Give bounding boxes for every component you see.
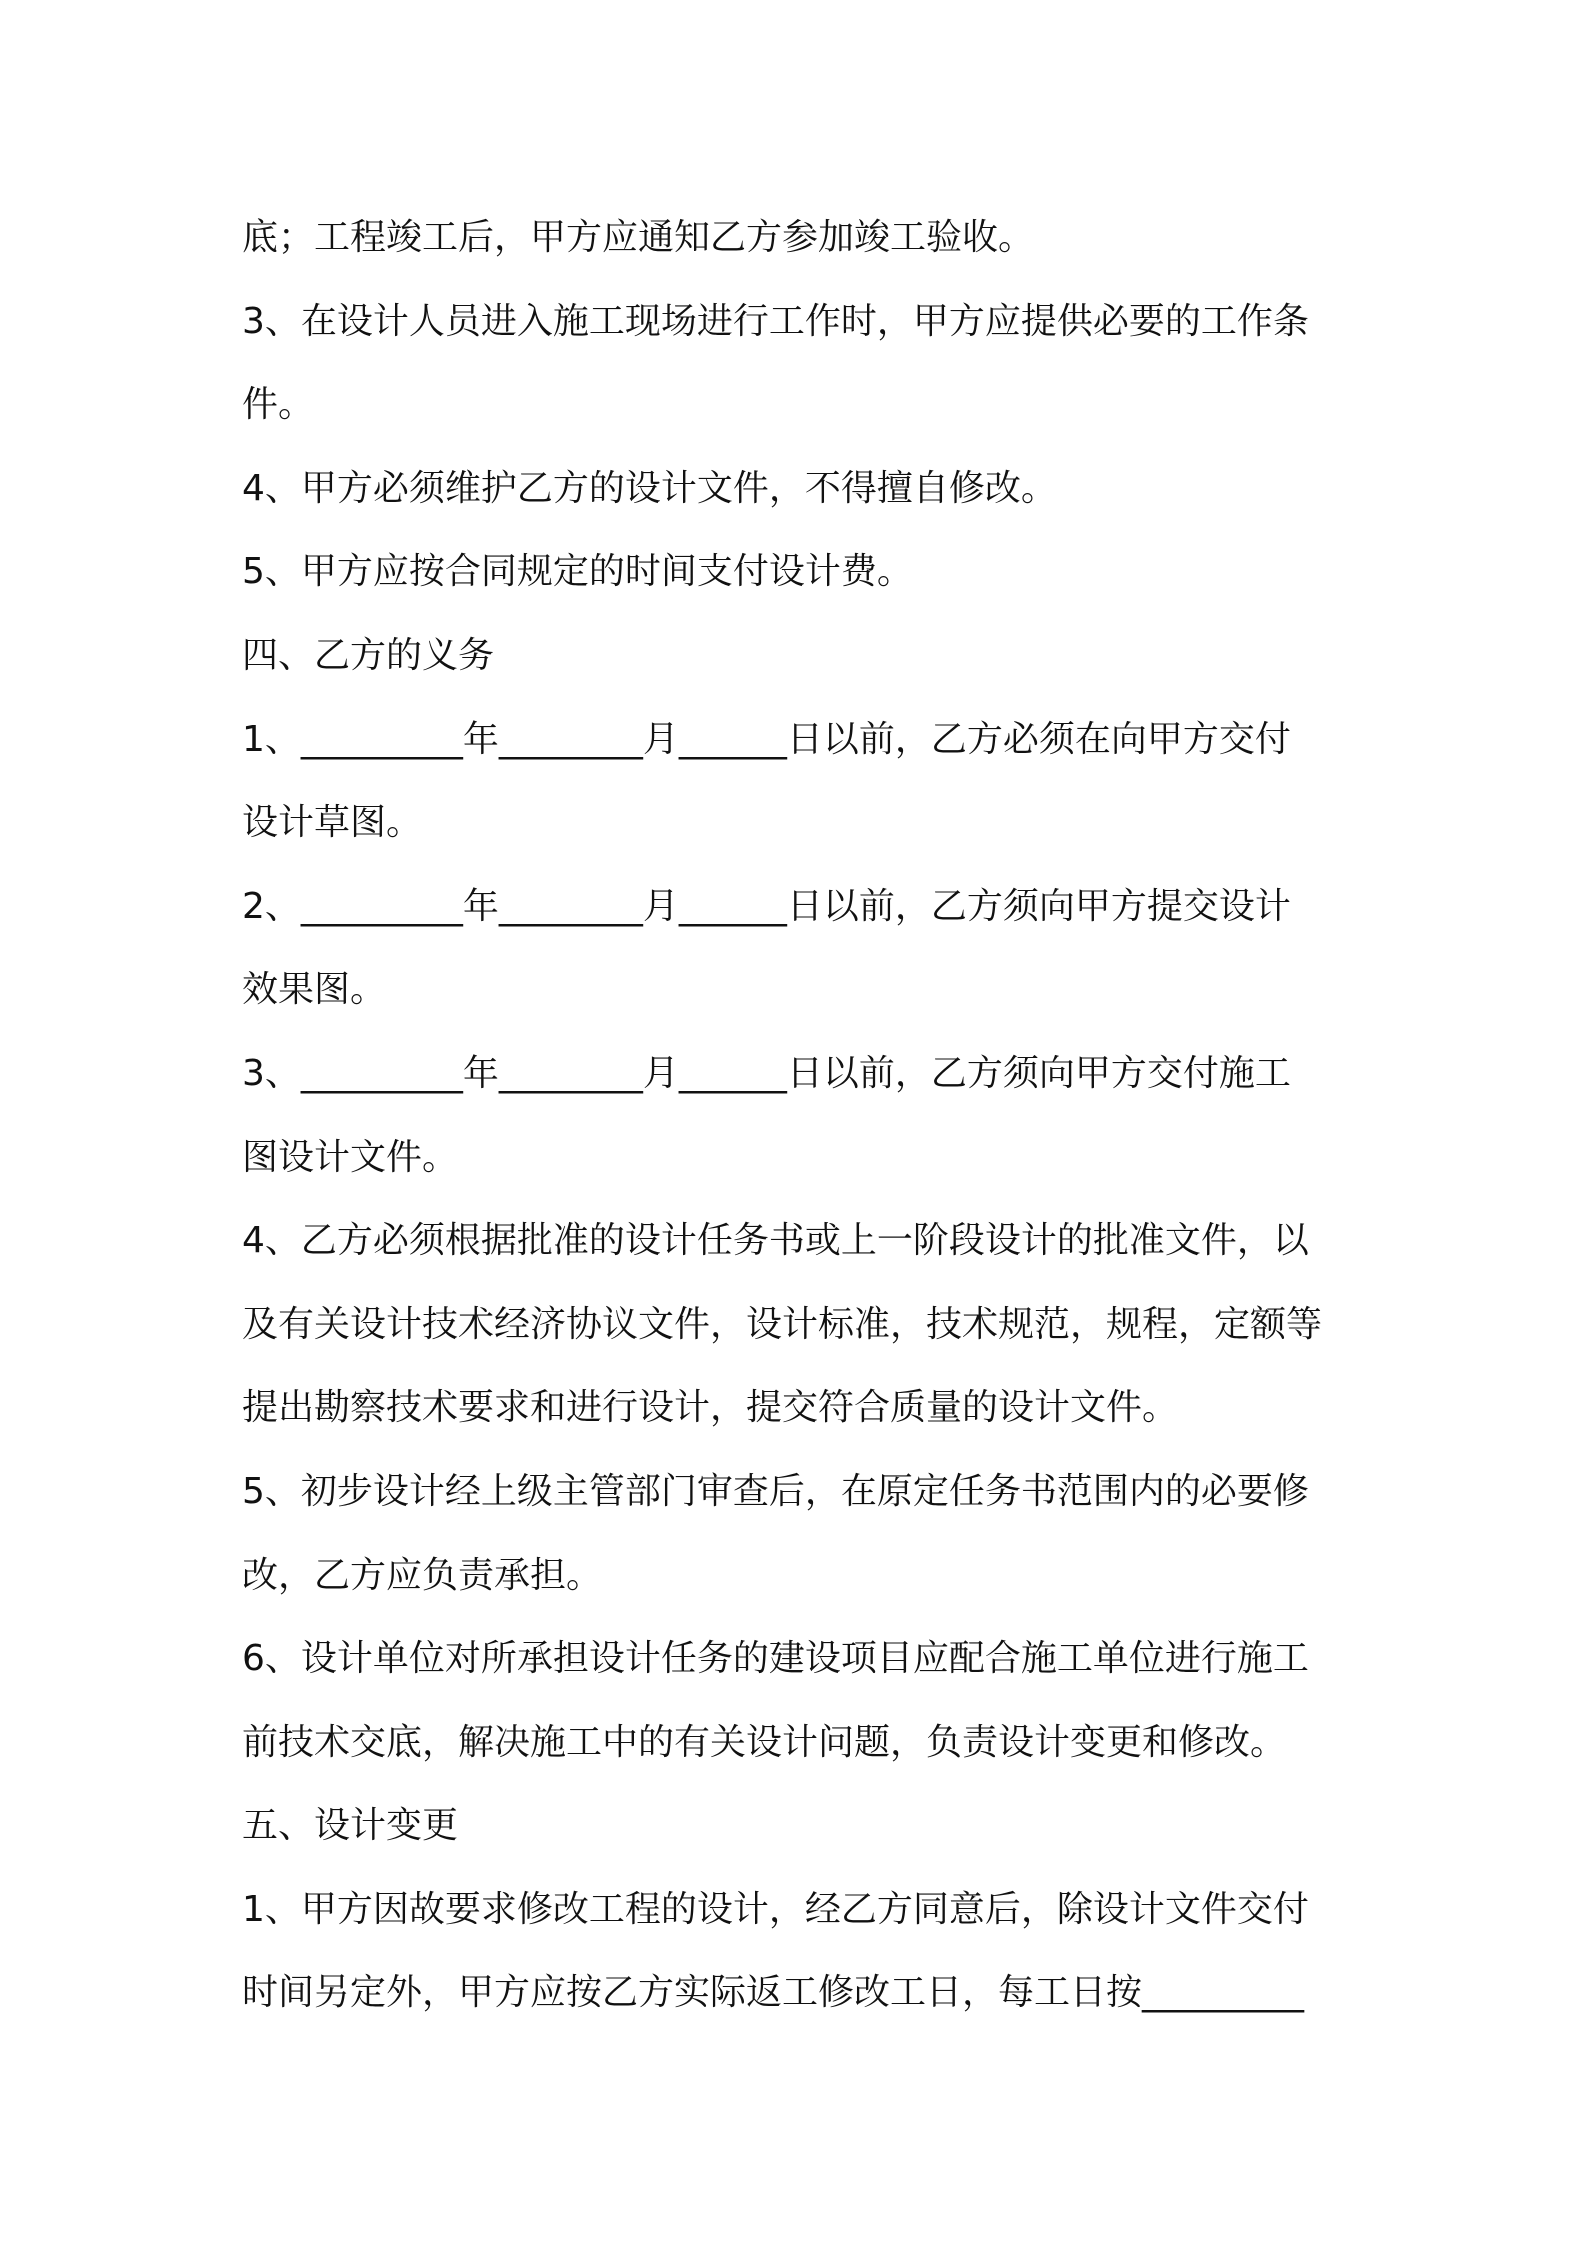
text-line: 5、初步设计经上级主管部门审查后，在原定任务书范围内的必要修 bbox=[242, 1470, 1309, 1512]
text-line: 6、设计单位对所承担设计任务的建设项目应配合施工单位进行施工 bbox=[242, 1638, 1309, 1680]
text-line: 提出勘察技术要求和进行设计，提交符合质量的设计文件。 bbox=[242, 1387, 1179, 1429]
text-line: 件。 bbox=[242, 384, 315, 426]
text-line: 4、甲方必须维护乙方的设计文件，不得擅自修改。 bbox=[242, 467, 1057, 509]
text-line: 改，乙方应负责承担。 bbox=[242, 1554, 603, 1596]
text-line: 3、_________年________月______日以前，乙方须向甲方交付施工 bbox=[242, 1052, 1291, 1094]
text-line: 及有关设计技术经济协议文件，设计标准，技术规范，规程，定额等 bbox=[242, 1303, 1323, 1345]
text-line: 设计草图。 bbox=[242, 802, 423, 844]
text-line: 1、_________年________月______日以前，乙方必须在向甲方交付 bbox=[242, 718, 1291, 760]
text-line: 前技术交底，解决施工中的有关设计问题，负责设计变更和修改。 bbox=[242, 1721, 1287, 1763]
text-line: 效果图。 bbox=[242, 969, 387, 1011]
text-line: 3、在设计人员进入施工现场进行工作时，甲方应提供必要的工作条 bbox=[242, 300, 1309, 342]
text-line: 4、乙方必须根据批准的设计任务书或上一阶段设计的批准文件，以 bbox=[242, 1220, 1309, 1262]
text-line: 2、_________年________月______日以前，乙方须向甲方提交设计 bbox=[242, 885, 1291, 927]
text-line: 5、甲方应按合同规定的时间支付设计费。 bbox=[242, 551, 913, 593]
text-line: 图设计文件。 bbox=[242, 1136, 459, 1178]
text-line: 1、甲方因故要求修改工程的设计，经乙方同意后，除设计文件交付 bbox=[242, 1888, 1309, 1930]
text-line: 时间另定外，甲方应按乙方实际返工修改工日，每工日按_________ bbox=[242, 1972, 1305, 2014]
contract-body-text bbox=[242, 196, 1362, 2035]
text-line: 底；工程竣工后，甲方应通知乙方参加竣工验收。 bbox=[242, 217, 1035, 258]
section-heading: 五、设计变更 bbox=[242, 1805, 459, 1847]
section-heading: 四、乙方的义务 bbox=[242, 634, 495, 676]
